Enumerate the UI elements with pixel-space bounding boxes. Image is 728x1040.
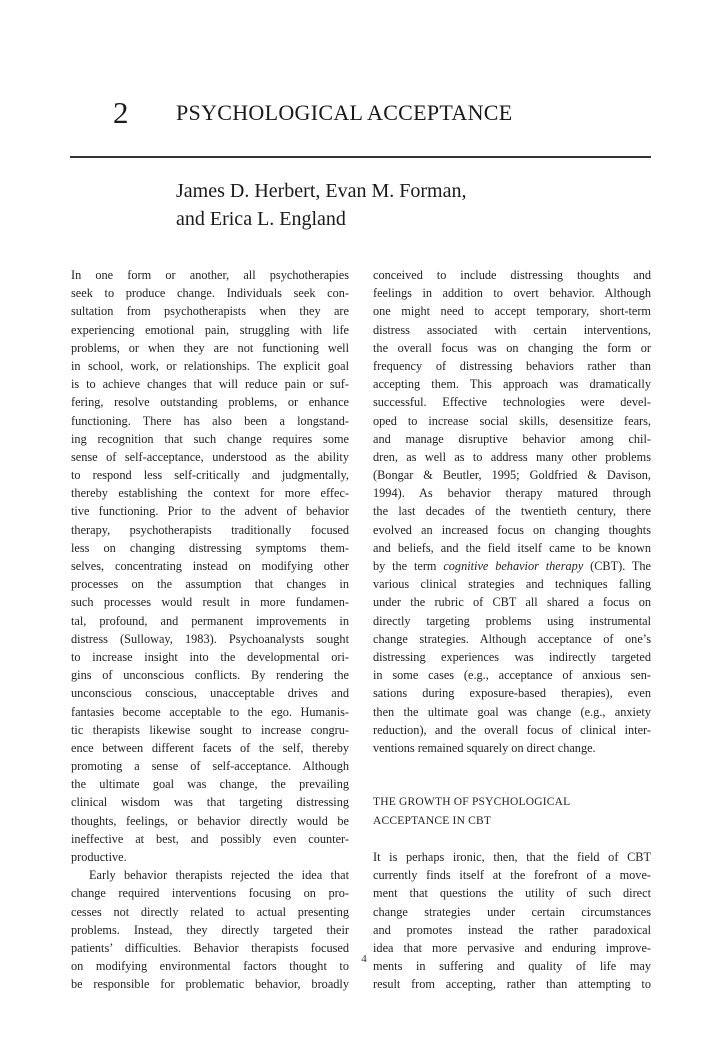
text-line: therapy, psychotherapists traditionally focused bbox=[71, 522, 349, 537]
title-rule bbox=[70, 156, 651, 158]
text-line: tal, profound, and permanent improvements in bbox=[71, 613, 349, 628]
text-line: then the ultimate goal was change (e.g., anxiety bbox=[373, 704, 651, 719]
text-line: processes on the assumption that changes in bbox=[71, 577, 349, 592]
text-line: in some cases (e.g., acceptance of anxious sen- bbox=[373, 668, 651, 683]
section-heading-line-2: ACCEPTANCE IN CBT bbox=[373, 814, 492, 827]
chapter-title: PSYCHOLOGICAL ACCEPTANCE bbox=[176, 100, 513, 125]
text-line: to increase insight into the developmental ori- bbox=[71, 649, 349, 664]
text-line: the ultimate goal was change, the prevailing bbox=[71, 777, 349, 792]
text-line: sense of self-acceptance, understood as the ability bbox=[71, 449, 349, 464]
text-line: distress (Sulloway, 1983). Psychoanalysts sought bbox=[71, 631, 349, 646]
text-line: fering, resolve outstanding problems, or enhance bbox=[71, 395, 349, 410]
text-line: under the rubric of CBT all shared a focus on bbox=[373, 595, 651, 610]
text-line: change required interventions focusing on pro- bbox=[71, 886, 349, 901]
text-line: thereby establishing the context for more effec- bbox=[71, 486, 349, 501]
text-line: Early behavior therapists rejected the idea that bbox=[89, 868, 349, 883]
text-line: thoughts, feelings, or behavior directly would be bbox=[71, 813, 349, 828]
text-line: to respond less self-critically and judgmentally, bbox=[71, 468, 349, 483]
text-line: distress associated with certain interventions, bbox=[373, 322, 651, 337]
text-line: various clinical strategies and techniques falling bbox=[373, 577, 651, 592]
chapter-authors bbox=[176, 177, 467, 233]
text-line: oped to increase social skills, desensitize fears, bbox=[373, 413, 651, 428]
text-line: experiencing emotional pain, struggling with life bbox=[71, 322, 349, 337]
text-line: clinical wisdom was that targeting distressing bbox=[71, 795, 349, 810]
text-line: less on changing distressing symptoms them- bbox=[71, 540, 349, 555]
text-line: accepting them. This approach was dramatically bbox=[373, 377, 651, 392]
text-line: promoting a sense of self-acceptance. Although bbox=[71, 759, 349, 774]
text-line: unconscious conscious, unacceptable drives and bbox=[71, 686, 349, 701]
text-line: cesses not directly related to actual presenting bbox=[71, 904, 349, 919]
text-line: seek to produce change. Individuals seek con- bbox=[71, 286, 349, 301]
text-line: by the term cognitive behavior therapy (CBT). The bbox=[373, 559, 652, 573]
text-line: sultation from psychotherapists when they are bbox=[71, 304, 349, 319]
text-line: selves, concentrating instead on modifying other bbox=[71, 559, 349, 573]
authors-line-1: James D. Herbert, Evan M. Forman, bbox=[176, 180, 467, 202]
right-column bbox=[373, 266, 651, 994]
text-line: productive. bbox=[71, 850, 127, 864]
text-line: be responsible for problematic behavior, broadly bbox=[71, 977, 349, 992]
chapter-number: 2 bbox=[113, 95, 129, 130]
text-line: reduction), and the overall focus of clinical inter- bbox=[373, 722, 651, 737]
text-line: ineffective at best, and possibly even counter- bbox=[71, 831, 349, 846]
text-line: It is perhaps ironic, then, that the field of CBT bbox=[373, 850, 651, 865]
text-line: problems, or when they are not functioning well bbox=[71, 340, 349, 355]
text-line: functioning. There has also been a longstand- bbox=[71, 413, 349, 428]
italic-term: cognitive behavior therapy bbox=[443, 559, 584, 573]
text-line: tic therapists likewise sought to increase congru- bbox=[71, 722, 349, 737]
text-line: the last decades of the twentieth century, there bbox=[373, 504, 651, 519]
text-line: (Bongar & Beutler, 1995; Goldfried & Davison, bbox=[373, 468, 651, 483]
text-line: In one form or another, all psychotherapies bbox=[71, 268, 349, 282]
text-line: ing recognition that such change requires some bbox=[71, 431, 349, 446]
text-line: and manage disruptive behavior among chil- bbox=[373, 431, 651, 446]
section-heading-line-1: THE GROWTH OF PSYCHOLOGICAL bbox=[373, 796, 571, 809]
text-line: ence between different facets of the self, thereby bbox=[71, 740, 349, 755]
text-line: one might need to accept temporary, short-term bbox=[373, 304, 651, 319]
text-line: change strategies. Although acceptance of one’s bbox=[373, 631, 651, 646]
text-line: frequency of distressing behaviors rather than bbox=[373, 358, 651, 373]
text-line: such processes would result in more fundamen- bbox=[71, 595, 349, 610]
text-line: change strategies under certain circumstances bbox=[373, 904, 651, 919]
text-line: patients’ difficulties. Behavior therapists focused bbox=[71, 940, 349, 955]
left-column bbox=[71, 266, 349, 994]
text-line: and promotes instead the rather paradoxical bbox=[373, 922, 651, 937]
text-line: is to achieve changes that will reduce pain or suf- bbox=[71, 377, 349, 392]
authors-line-2: and Erica L. England bbox=[176, 208, 346, 230]
text-line: in school, work, or relationships. The explicit goal bbox=[71, 358, 349, 373]
text-line: distressing experiences was indirectly targeted bbox=[373, 649, 651, 664]
text-line: ment that questions the utility of such direct bbox=[373, 886, 651, 901]
page-number: 4 bbox=[361, 953, 367, 965]
text-line: result from accepting, rather than attempting to bbox=[373, 977, 651, 992]
text-line: conceived to include distressing thoughts and bbox=[373, 268, 651, 282]
text-line: problems. Instead, they directly targeted their bbox=[71, 922, 349, 937]
text-line: dren, as well as to address many other problems bbox=[373, 449, 651, 464]
text-line: tive functioning. Prior to the advent of behavior bbox=[71, 504, 349, 519]
text-line: fantasies become acceptable to the ego. Humanis- bbox=[71, 704, 349, 719]
text-line: gins of unconscious conflicts. By rendering the bbox=[71, 668, 349, 683]
text-line: ventions remained squarely on direct change. bbox=[373, 740, 596, 755]
text-line: currently finds itself at the forefront of a move- bbox=[373, 868, 651, 883]
text-line: and beliefs, and the field itself came to be known bbox=[373, 540, 651, 555]
text-line: 1994). As behavior therapy matured through bbox=[373, 486, 651, 501]
text-line: on modifying environmental factors thought to bbox=[71, 959, 349, 974]
text-line: successful. Effective technologies were devel- bbox=[373, 395, 651, 410]
text-line: feelings in addition to overt behavior. Although bbox=[373, 286, 651, 301]
text-line: idea that more pervasive and enduring improve- bbox=[373, 940, 651, 955]
text-line: sations during exposure-based therapies), even bbox=[373, 686, 651, 701]
text-line: the overall focus was on changing the form or bbox=[373, 340, 651, 355]
text-line: evolved an increased focus on changing thoughts bbox=[373, 522, 651, 537]
text-line: directly targeting problems using instrumental bbox=[373, 613, 651, 628]
text-line: ments in suffering and quality of life may bbox=[373, 959, 651, 974]
